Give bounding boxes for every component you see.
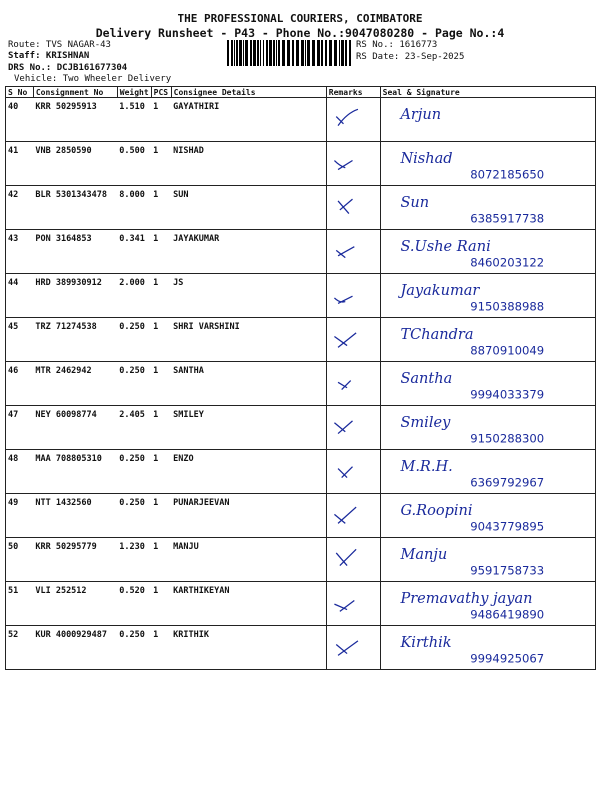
signature-phone: 8870910049 (469, 343, 544, 358)
row-consignee: MANJU (171, 538, 326, 582)
table-row (6, 406, 596, 450)
row-pcs: 1 (151, 494, 171, 538)
signature-name: TChandra (400, 327, 474, 344)
tick-mark-icon (329, 454, 378, 493)
signature-phone: 8460203122 (469, 255, 544, 270)
table-row (6, 98, 596, 142)
signature-phone: 9043779895 (469, 519, 544, 534)
tick-mark-icon (329, 146, 378, 185)
row-consignment: BLR 5301343478 (33, 186, 117, 230)
row-weight: 1.510 (117, 98, 151, 142)
row-remarks (326, 582, 380, 626)
signature-name: Santha (400, 371, 452, 388)
col-pcs: PCS (151, 87, 171, 98)
row-consignment: NEY 60098774 (33, 406, 117, 450)
drs-number: DRS No.: DCJB161677304 (8, 63, 128, 73)
vehicle-text: Vehicle: Two Wheeler Delivery (14, 74, 172, 84)
table-row (6, 318, 596, 362)
row-remarks (326, 98, 380, 142)
row-signature (380, 274, 595, 318)
row-consignment: KUR 4000929487 (33, 626, 117, 670)
signature-name: G.Roopini (400, 503, 473, 520)
runsheet-table (5, 86, 596, 670)
signature-name: Premavathy jayan (400, 591, 533, 608)
signature-image (383, 498, 593, 537)
signature-phone: 9150388988 (469, 299, 544, 314)
row-sno: 52 (6, 626, 34, 670)
runsheet-subtitle: Delivery Runsheet - P43 - Phone No.:9047080280 - Page No.:4 (95, 26, 505, 40)
table-row (6, 626, 596, 670)
row-sno: 50 (6, 538, 34, 582)
row-consignee: KRITHIK (171, 626, 326, 670)
row-pcs: 1 (151, 142, 171, 186)
signature-name: Smiley (400, 415, 450, 432)
table-row (6, 362, 596, 406)
tick-mark-icon (329, 410, 378, 449)
row-remarks (326, 406, 380, 450)
signature-image (383, 234, 593, 273)
signature-image (383, 630, 593, 669)
signature-image (383, 366, 593, 405)
table-row (6, 142, 596, 186)
col-seal: Seal & Signature (380, 87, 595, 98)
signature-phone: 9994925067 (469, 651, 544, 666)
signature-name: M.R.H. (400, 459, 453, 476)
row-consignment: HRD 389930912 (33, 274, 117, 318)
signature-image (383, 102, 593, 141)
row-pcs: 1 (151, 406, 171, 450)
table-row (6, 494, 596, 538)
route-text: Route: TVS NAGAR-43 (8, 40, 111, 50)
row-pcs: 1 (151, 186, 171, 230)
row-signature (380, 362, 595, 406)
col-weight: Weight (117, 87, 151, 98)
row-remarks (326, 230, 380, 274)
table-row (6, 538, 596, 582)
row-weight: 0.250 (117, 450, 151, 494)
row-consignee: SHRI VARSHINI (171, 318, 326, 362)
tick-mark-icon (329, 366, 378, 405)
signature-phone: 9150288300 (469, 431, 544, 446)
table-row (6, 274, 596, 318)
row-consignment: PON 3164853 (33, 230, 117, 274)
signature-name: Manju (400, 547, 447, 564)
signature-image (383, 410, 593, 449)
tick-mark-icon (329, 190, 378, 229)
row-weight: 0.250 (117, 626, 151, 670)
row-sno: 41 (6, 142, 34, 186)
table-header-row (6, 87, 596, 98)
tick-mark-icon (329, 322, 378, 361)
row-pcs: 1 (151, 626, 171, 670)
row-consignee: JS (171, 274, 326, 318)
row-signature (380, 538, 595, 582)
row-weight: 0.341 (117, 230, 151, 274)
table-row (6, 186, 596, 230)
row-remarks (326, 362, 380, 406)
row-consignee: SMILEY (171, 406, 326, 450)
row-consignment: KRR 50295779 (33, 538, 117, 582)
row-consignment: KRR 50295913 (33, 98, 117, 142)
row-signature (380, 626, 595, 670)
signature-name: Kirthik (400, 635, 452, 652)
row-consignment: MTR 2462942 (33, 362, 117, 406)
row-remarks (326, 318, 380, 362)
tick-mark-icon (329, 586, 378, 625)
signature-name: Jayakumar (400, 283, 480, 300)
row-remarks (326, 626, 380, 670)
company-title: THE PROFESSIONAL COURIERS, COIMBATORE (177, 12, 423, 25)
row-remarks (326, 494, 380, 538)
row-sno: 48 (6, 450, 34, 494)
row-weight: 0.500 (117, 142, 151, 186)
row-weight: 8.000 (117, 186, 151, 230)
signature-name: Sun (400, 195, 429, 212)
row-weight: 2.000 (117, 274, 151, 318)
col-consignment: Consignment No (33, 87, 117, 98)
signature-image (383, 322, 593, 361)
signature-phone: 6385917738 (469, 211, 544, 226)
row-remarks (326, 142, 380, 186)
signature-phone: 9591758733 (469, 563, 544, 578)
rs-number: RS No.: 1616773 (356, 40, 438, 50)
row-signature (380, 230, 595, 274)
row-weight: 0.250 (117, 494, 151, 538)
row-sno: 51 (6, 582, 34, 626)
row-weight: 1.230 (117, 538, 151, 582)
table-row (6, 450, 596, 494)
row-consignee: SUN (171, 186, 326, 230)
signature-phone: 9994033379 (469, 387, 544, 402)
row-pcs: 1 (151, 230, 171, 274)
row-signature (380, 98, 595, 142)
row-signature (380, 494, 595, 538)
signature-image (383, 278, 593, 317)
row-remarks (326, 274, 380, 318)
row-consignment: NTT 1432560 (33, 494, 117, 538)
row-sno: 47 (6, 406, 34, 450)
row-pcs: 1 (151, 362, 171, 406)
signature-phone: 9486419890 (469, 607, 544, 622)
signature-image (383, 586, 593, 625)
col-remarks: Remarks (326, 87, 380, 98)
row-sno: 49 (6, 494, 34, 538)
col-consignee: Consignee Details (171, 87, 326, 98)
row-pcs: 1 (151, 98, 171, 142)
row-weight: 0.250 (117, 362, 151, 406)
signature-image (383, 542, 593, 581)
row-sno: 40 (6, 98, 34, 142)
tick-mark-icon (329, 542, 378, 581)
row-consignment: TRZ 71274538 (33, 318, 117, 362)
row-consignee: ENZO (171, 450, 326, 494)
row-sno: 43 (6, 230, 34, 274)
table-row (6, 230, 596, 274)
tick-mark-icon (329, 278, 378, 317)
row-pcs: 1 (151, 274, 171, 318)
row-consignee: JAYAKUMAR (171, 230, 326, 274)
row-weight: 0.250 (117, 318, 151, 362)
row-sno: 46 (6, 362, 34, 406)
row-remarks (326, 538, 380, 582)
row-pcs: 1 (151, 318, 171, 362)
tick-mark-icon (329, 630, 378, 669)
staff-text: Staff: KRISHNAN (8, 51, 90, 61)
row-signature (380, 406, 595, 450)
row-consignment: VNB 2850590 (33, 142, 117, 186)
row-weight: 2.405 (117, 406, 151, 450)
row-consignee: GAYATHIRI (171, 98, 326, 142)
row-remarks (326, 450, 380, 494)
col-sno: S No (6, 87, 34, 98)
table-row (6, 582, 596, 626)
signature-name: S.Ushe Rani (400, 239, 491, 256)
tick-mark-icon (329, 234, 378, 273)
row-consignee: PUNARJEEVAN (171, 494, 326, 538)
row-sno: 45 (6, 318, 34, 362)
row-sno: 44 (6, 274, 34, 318)
row-consignee: NISHAD (171, 142, 326, 186)
row-weight: 0.520 (117, 582, 151, 626)
signature-image (383, 454, 593, 493)
row-pcs: 1 (151, 582, 171, 626)
row-signature (380, 450, 595, 494)
row-consignee: KARTHIKEYAN (171, 582, 326, 626)
row-signature (380, 318, 595, 362)
tick-mark-icon (329, 102, 378, 141)
row-signature (380, 582, 595, 626)
barcode-image (227, 40, 351, 66)
signature-name: Arjun (400, 107, 441, 124)
row-consignment: MAA 708805310 (33, 450, 117, 494)
row-consignment: VLI 252512 (33, 582, 117, 626)
row-signature (380, 186, 595, 230)
tick-mark-icon (329, 498, 378, 537)
signature-phone: 6369792967 (469, 475, 544, 490)
signature-name: Nishad (400, 151, 453, 168)
row-sno: 42 (6, 186, 34, 230)
row-pcs: 1 (151, 538, 171, 582)
row-signature (380, 142, 595, 186)
row-consignee: SANTHA (171, 362, 326, 406)
rs-date: RS Date: 23-Sep-2025 (356, 52, 465, 62)
row-pcs: 1 (151, 450, 171, 494)
signature-image (383, 146, 593, 185)
signature-image (383, 190, 593, 229)
row-remarks (326, 186, 380, 230)
signature-phone: 8072185650 (469, 167, 544, 182)
